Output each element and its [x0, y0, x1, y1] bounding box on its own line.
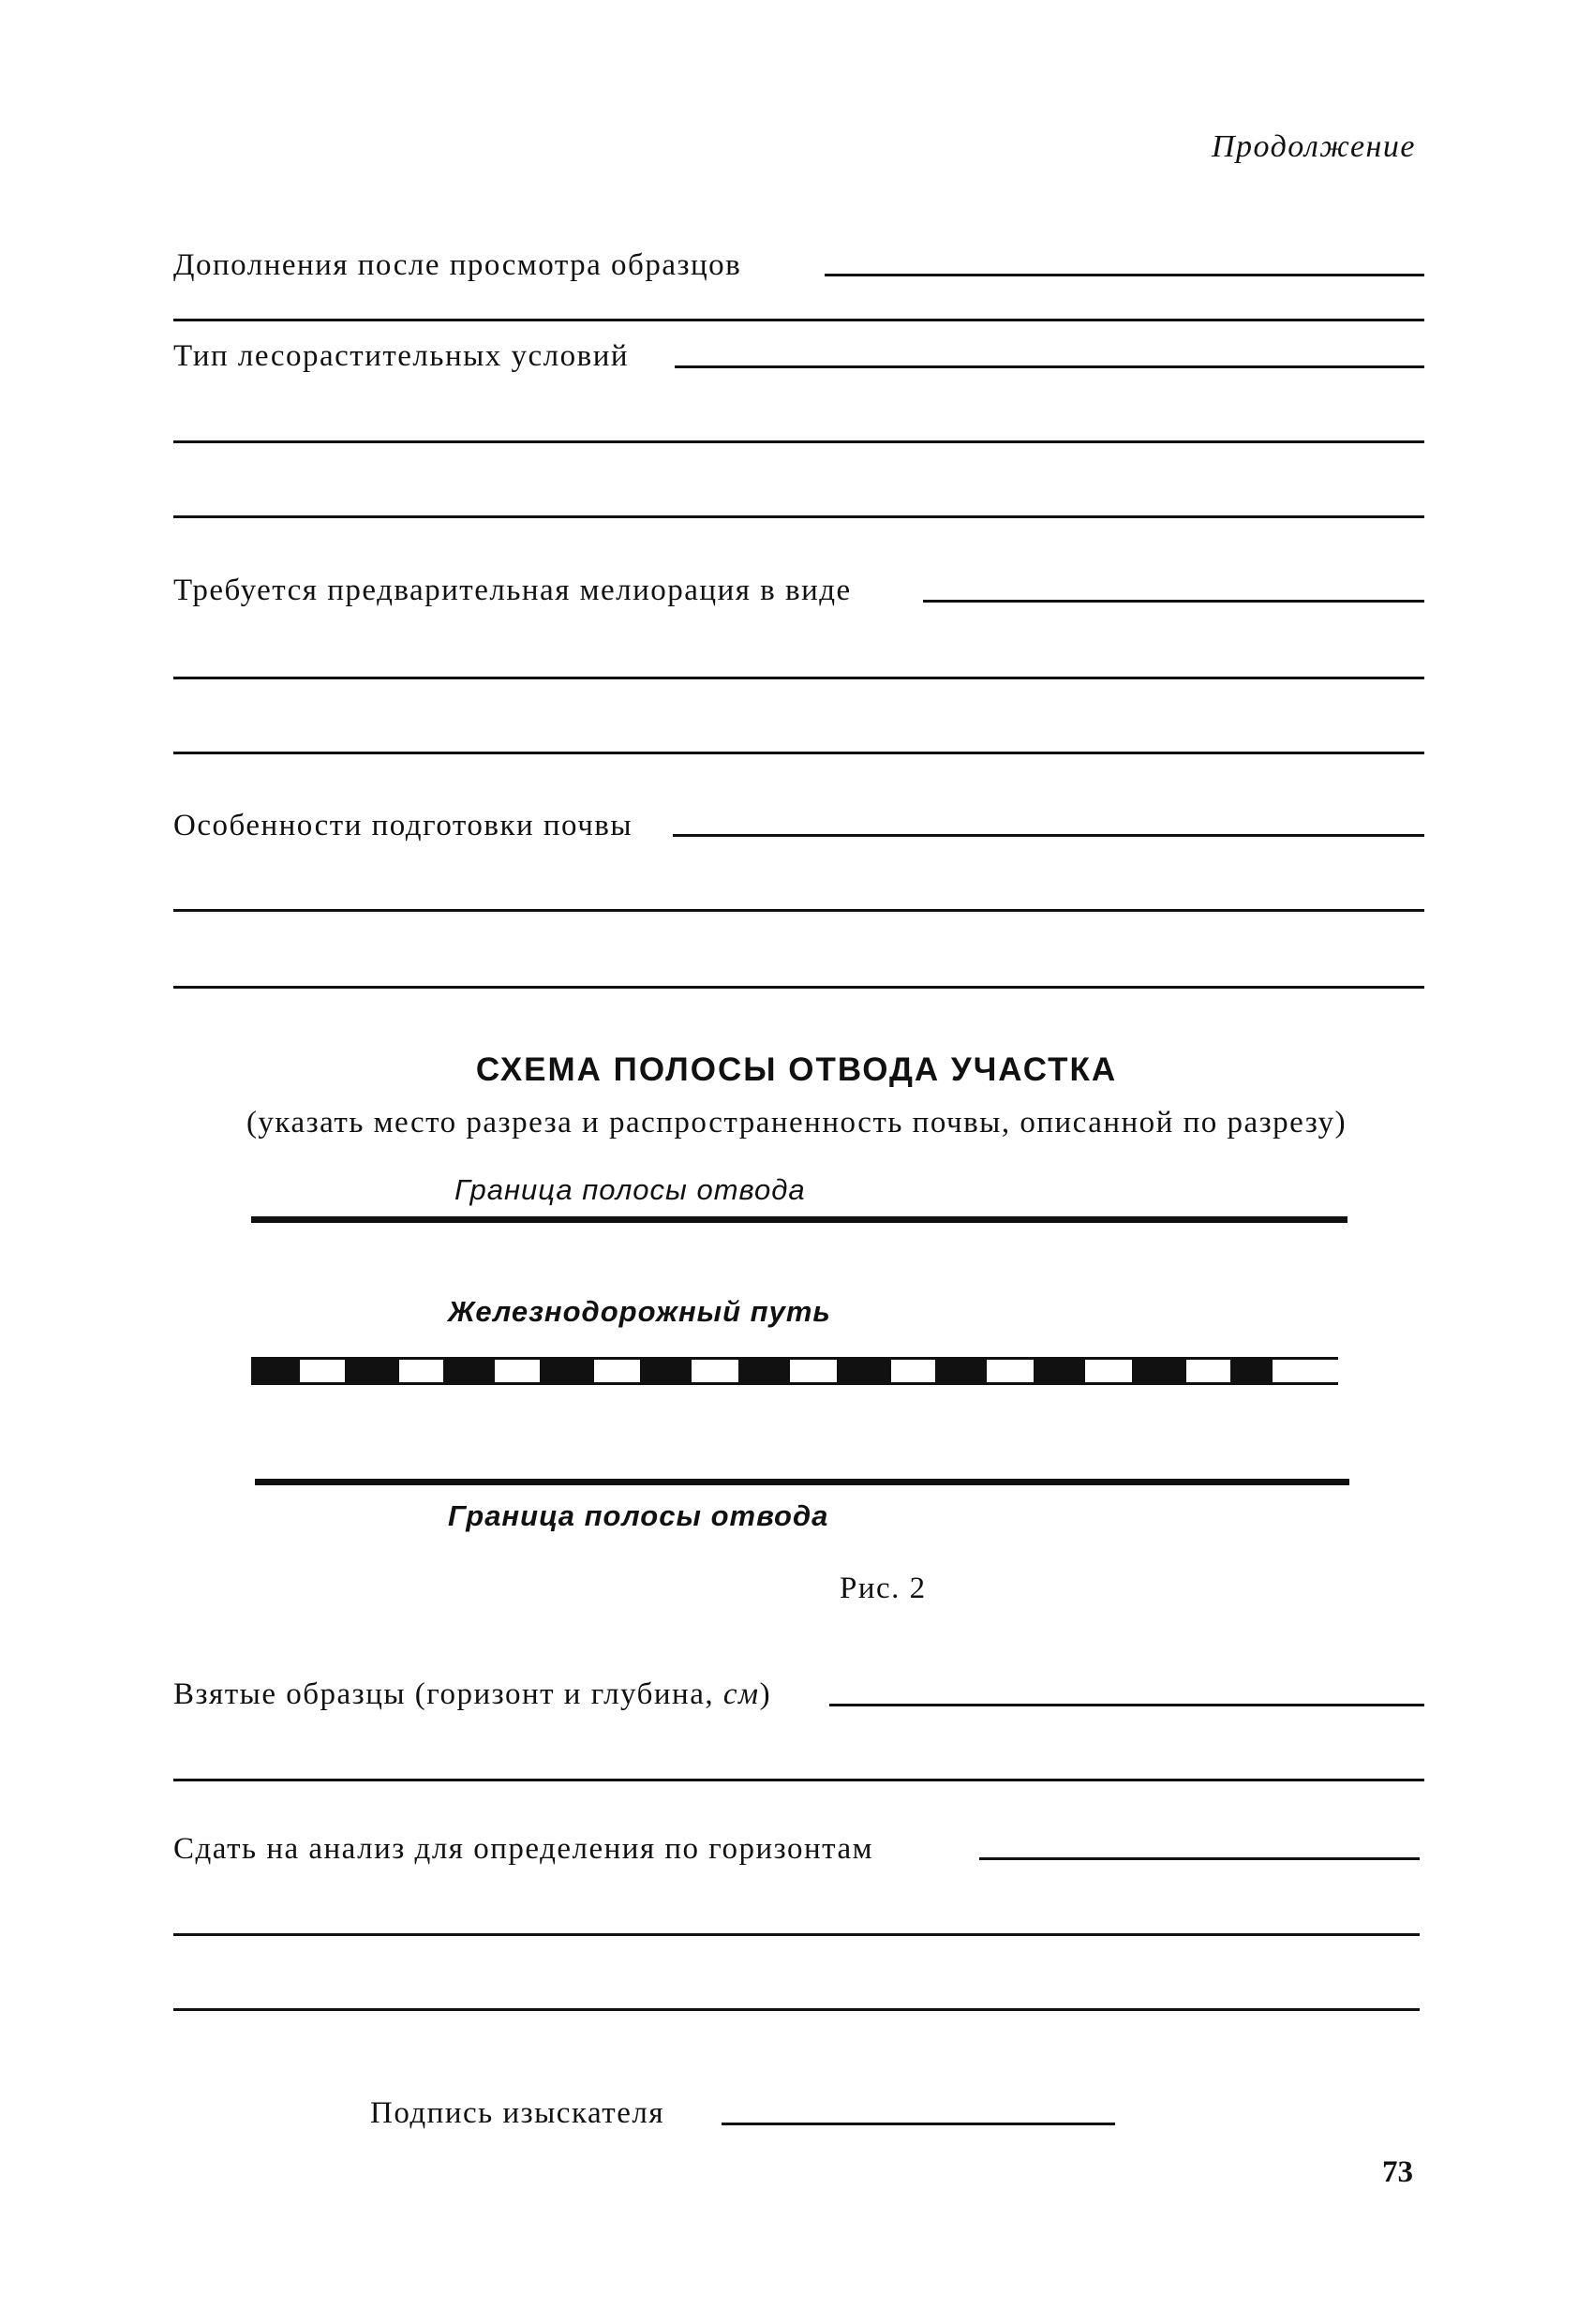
forest-type-field-line-3[interactable] — [173, 515, 1424, 518]
railway-sleeper — [540, 1357, 594, 1385]
additions-field-line-2[interactable] — [173, 319, 1424, 321]
soil-prep-field-line-1[interactable] — [673, 834, 1424, 837]
analysis-field-line-3[interactable] — [173, 2008, 1420, 2011]
samples-label-prefix: Взятые образцы (горизонт и глубина, — [173, 1677, 723, 1711]
melioration-field-line-1[interactable] — [923, 600, 1424, 603]
continuation-label: Продолжение — [1212, 129, 1417, 164]
samples-label-unit: см — [722, 1677, 760, 1711]
railway-sleeper — [1230, 1357, 1273, 1385]
additions-label: Дополнения после просмотра образцов — [173, 248, 742, 282]
boundary-top-label: Граница полосы отвода — [454, 1173, 806, 1206]
boundary-bottom-line — [255, 1479, 1349, 1485]
boundary-top-line — [251, 1216, 1347, 1223]
railway-sleeper — [837, 1357, 891, 1385]
signature-field-line[interactable] — [722, 2123, 1115, 2125]
railway-sleeper — [1132, 1357, 1186, 1385]
railway-track — [251, 1357, 1338, 1385]
railway-sleeper — [443, 1357, 495, 1385]
railway-sleeper — [640, 1357, 692, 1385]
boundary-bottom-label: Граница полосы отвода — [448, 1499, 829, 1532]
samples-label — [173, 1677, 771, 1712]
samples-field-line-2[interactable] — [173, 1779, 1424, 1781]
schema-title: СХЕМА ПОЛОСЫ ОТВОДА УЧАСТКА — [475, 1051, 1118, 1088]
railway-sleeper — [1034, 1357, 1085, 1385]
analysis-field-line-1[interactable] — [979, 1857, 1420, 1860]
forest-type-field-line-1[interactable] — [675, 365, 1424, 368]
railway-label: Железнодорожный путь — [448, 1295, 831, 1328]
forest-type-field-line-2[interactable] — [173, 440, 1424, 443]
forest-type-label: Тип лесорастительных условий — [173, 339, 630, 373]
melioration-field-line-3[interactable] — [173, 752, 1424, 754]
additions-field-line-1[interactable] — [825, 274, 1424, 276]
melioration-label: Требуется предварительная мелиорация в виде — [173, 574, 852, 607]
railway-sleeper — [738, 1357, 790, 1385]
soil-prep-field-line-2[interactable] — [173, 909, 1424, 912]
soil-prep-field-line-3[interactable] — [173, 986, 1424, 989]
schema-subtitle: (указать место разреза и распространенность почвы, описанной по разрезу) — [246, 1106, 1347, 1140]
analysis-label: Сдать на анализ для определения по горизонтам — [173, 1832, 874, 1866]
figure-caption: Рис. 2 — [840, 1572, 927, 1605]
railway-sleeper — [345, 1357, 399, 1385]
railway-sleeper — [251, 1357, 300, 1385]
samples-label-suffix: ) — [759, 1677, 772, 1711]
samples-field-line-1[interactable] — [829, 1704, 1424, 1706]
railway-sleeper — [935, 1357, 987, 1385]
signature-label: Подпись изыскателя — [370, 2096, 664, 2130]
analysis-field-line-2[interactable] — [173, 1933, 1420, 1936]
melioration-field-line-2[interactable] — [173, 677, 1424, 679]
soil-prep-label: Особенности подготовки почвы — [173, 809, 633, 842]
page-number: 73 — [1382, 2155, 1413, 2189]
